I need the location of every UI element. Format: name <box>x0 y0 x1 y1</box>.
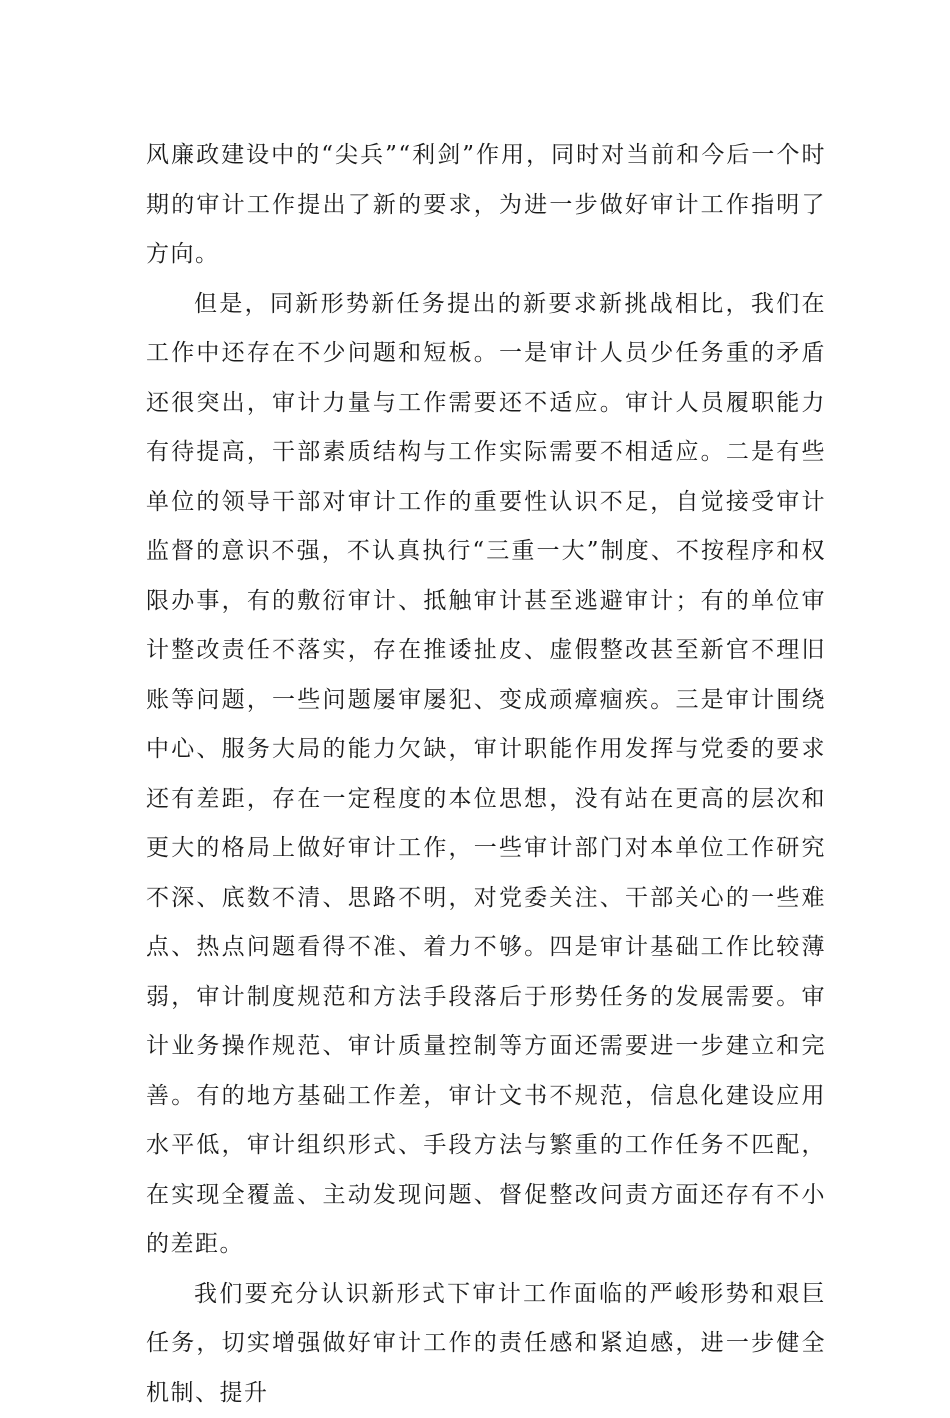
document-body <box>146 131 826 1418</box>
paragraph-problems: 但是，同新形势新任务提出的新要求新挑战相比，我们在工作中还存在不少问题和短板。一是审计人员少任务重的矛盾还很突出，审计力量与工作需要还不适应。审计人员履职能力有待提高，干部素质结构与工作实际需要不相适应。二是有些单位的领导干部对审计工作的重要性认识不足，自觉接受审计监督的意识不强，不认真执行“三重一大”制度、不按程序和权限办事，有的敷衍审计、抵触审计甚至逃避审计；有的单位审计整改责任不落实，存在推诿扯皮、虚假整改甚至新官不理旧账等问题，一些问题屡审屡犯、变成顽瘴痼疾。三是审计围绕中心、服务大局的能力欠缺，审计职能作用发挥与党委的要求还有差距，存在一定程度的本位思想，没有站在更高的层次和更大的格局上做好审计工作，一些审计部门对本单位工作研究不深、底数不清、思路不明，对党委关注、干部关心的一些难点、热点问题看得不准、着力不够。四是审计基础工作比较薄弱，审计制度规范和方法手段落后于形势任务的发展需要。审计业务操作规范、审计质量控制等方面还需要进一步建立和完善。有的地方基础工作差，审计文书不规范，信息化建设应用水平低，审计组织形式、手段方法与繁重的工作任务不匹配，在实现全覆盖、主动发现问题、督促整改问责方面还存有不小的差距。 <box>146 280 826 1270</box>
paragraph-requirements: 我们要充分认识新形式下审计工作面临的严峻形势和艰巨任务，切实增强做好审计工作的责任感和紧迫感，进一步健全机制、提升 <box>146 1270 826 1418</box>
paragraph-continuation: 风廉政建设中的“尖兵”“利剑”作用，同时对当前和今后一个时期的审计工作提出了新的要求，为进一步做好审计工作指明了方向。 <box>146 131 826 280</box>
